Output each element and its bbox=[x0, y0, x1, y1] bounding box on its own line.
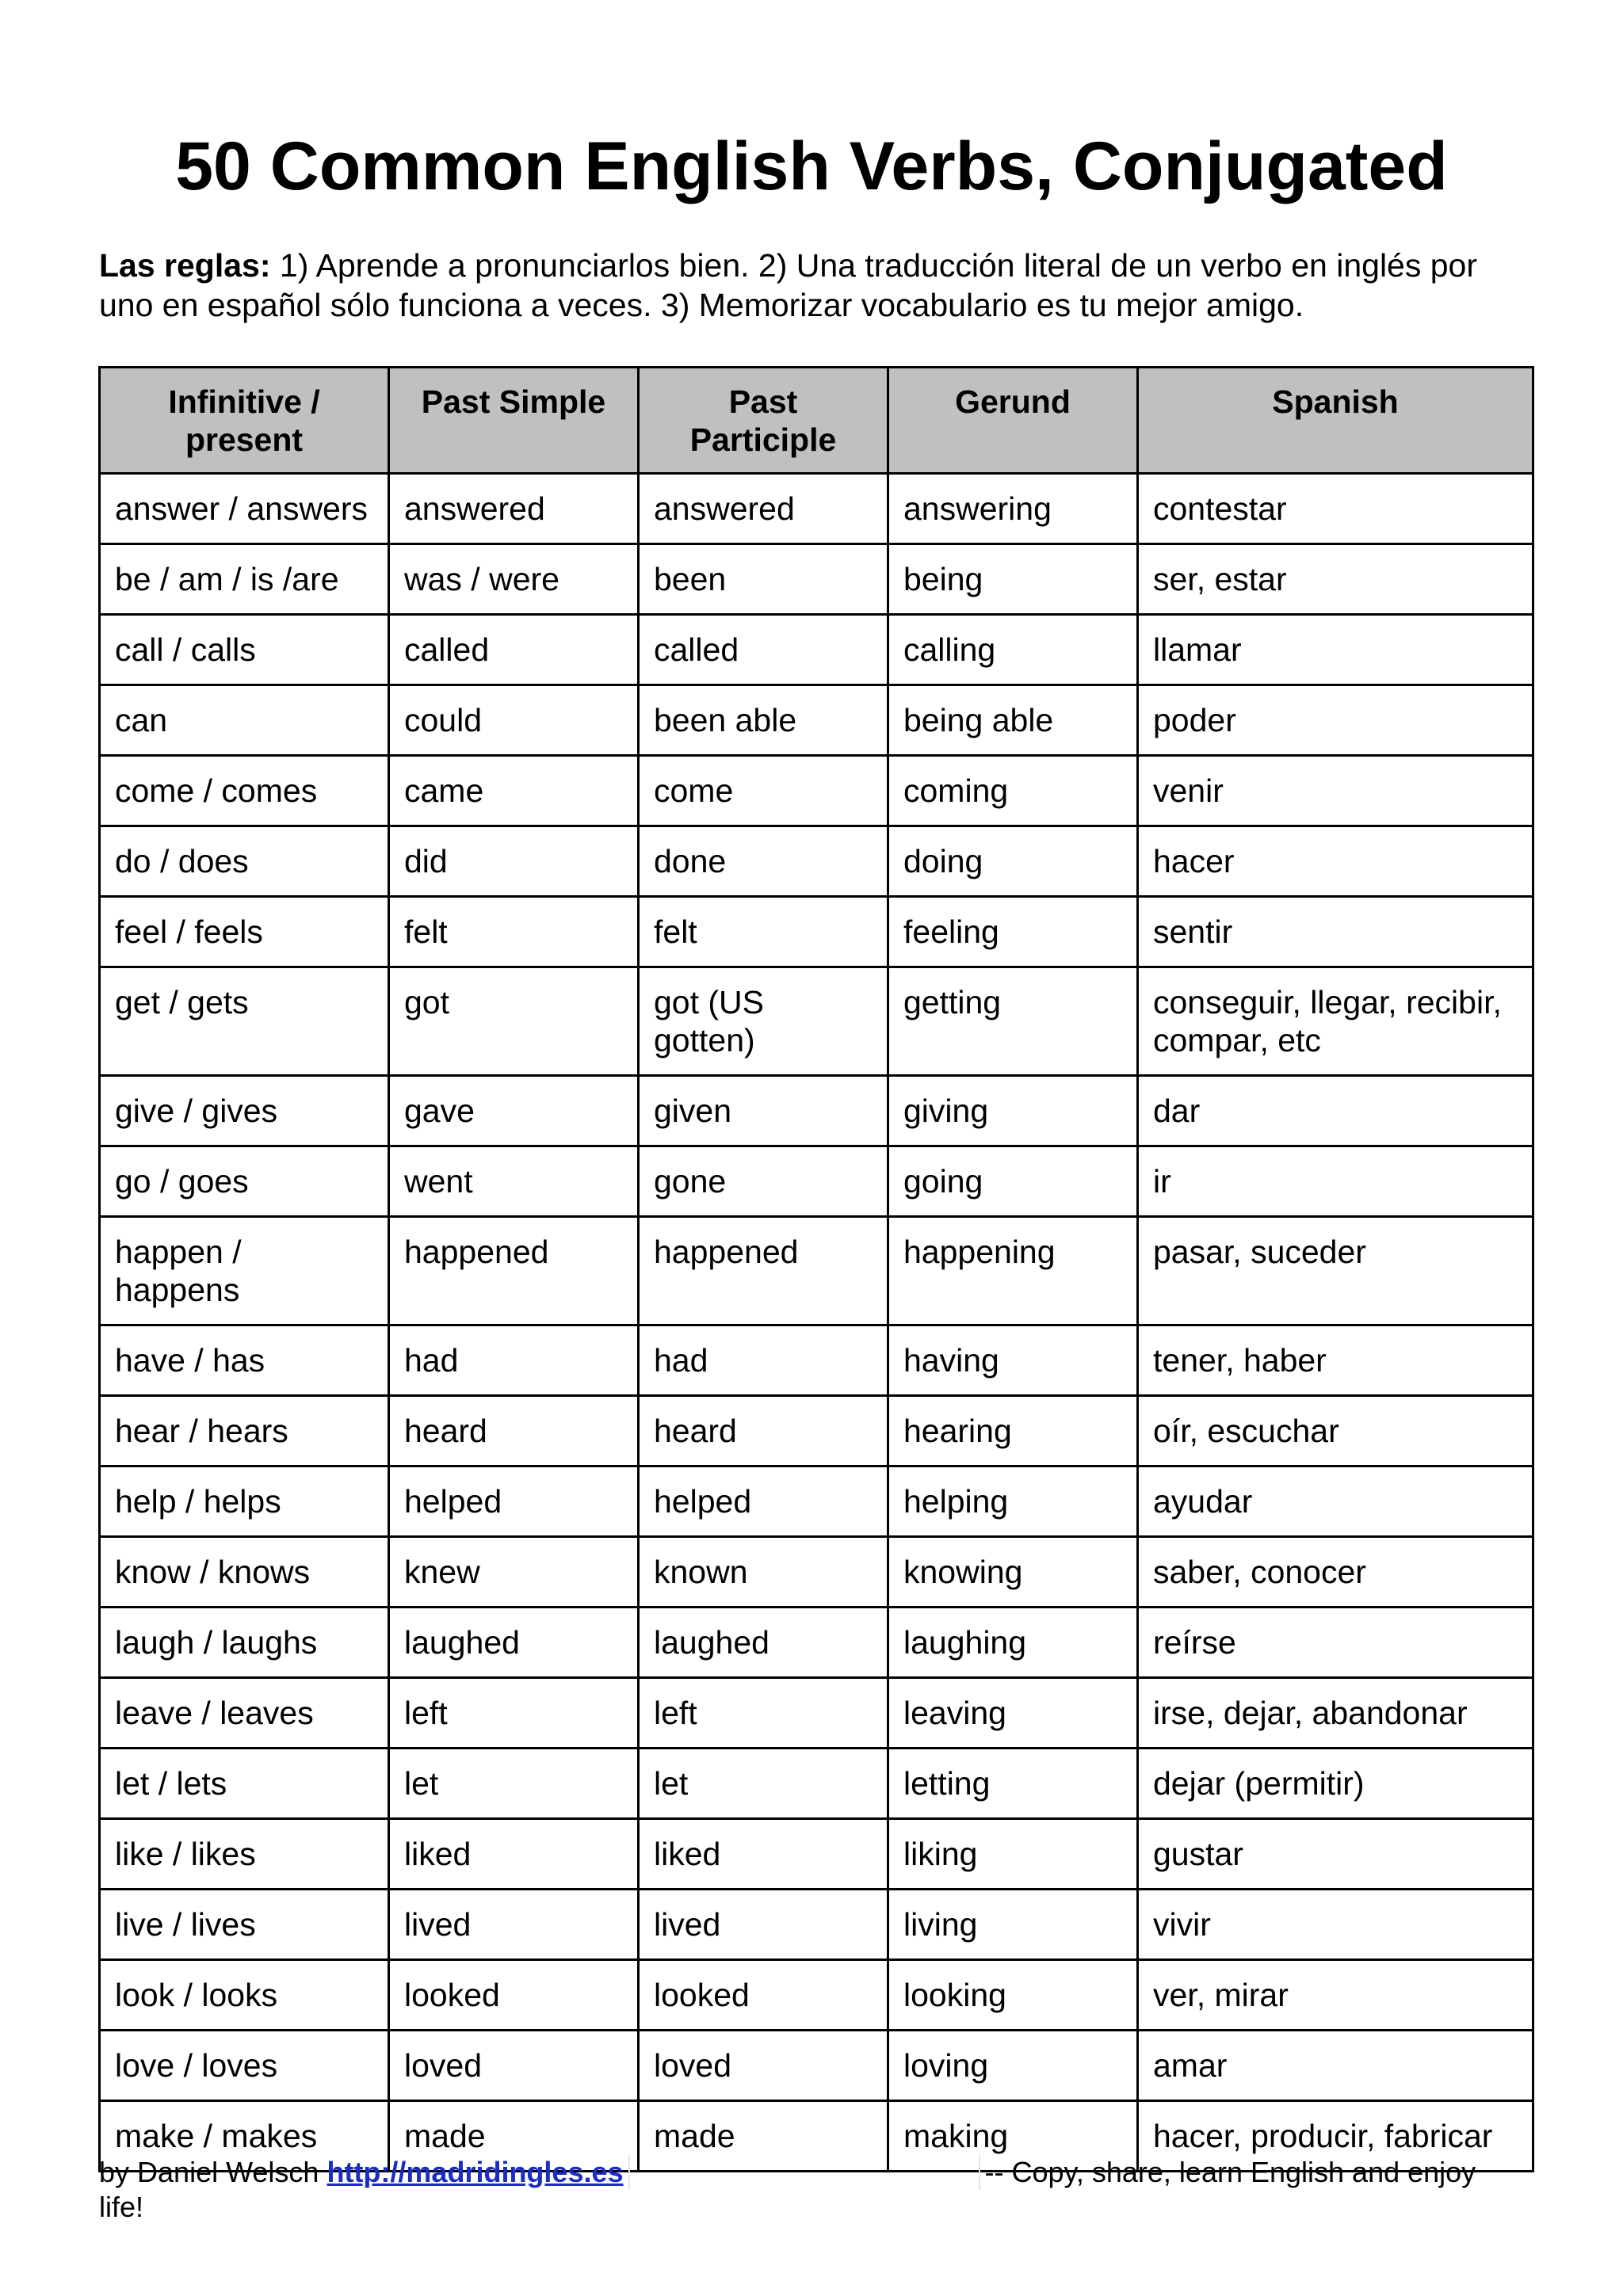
cell-past-participle: let bbox=[639, 1749, 888, 1819]
cell-past-participle: lived bbox=[639, 1890, 888, 1960]
cell-gerund: giving bbox=[888, 1076, 1138, 1146]
cell-past-participle: liked bbox=[639, 1819, 888, 1890]
cell-infinitive: happen / happens bbox=[100, 1217, 389, 1325]
cell-past-simple: had bbox=[389, 1325, 639, 1396]
cell-gerund: calling bbox=[888, 615, 1138, 685]
cell-gerund: answering bbox=[888, 474, 1138, 544]
cell-infinitive: love / loves bbox=[100, 2031, 389, 2101]
table-row bbox=[100, 1537, 1533, 1608]
cell-past-simple: helped bbox=[389, 1466, 639, 1537]
table-row bbox=[100, 544, 1533, 615]
cell-past-simple: was / were bbox=[389, 544, 639, 615]
cell-past-participle: been bbox=[639, 544, 888, 615]
cell-infinitive: look / looks bbox=[100, 1960, 389, 2031]
table-row bbox=[100, 756, 1533, 826]
cell-past-simple: came bbox=[389, 756, 639, 826]
table-row bbox=[100, 1960, 1533, 2031]
cell-gerund: being bbox=[888, 544, 1138, 615]
cell-gerund: loving bbox=[888, 2031, 1138, 2101]
cell-past-simple: liked bbox=[389, 1819, 639, 1890]
cell-past-participle: got (US gotten) bbox=[639, 967, 888, 1076]
intro-paragraph bbox=[99, 246, 1526, 325]
table-row bbox=[100, 615, 1533, 685]
cell-spanish: ayudar bbox=[1138, 1466, 1533, 1537]
table-body bbox=[100, 474, 1533, 2172]
cell-infinitive: answer / answers bbox=[100, 474, 389, 544]
cell-infinitive: hear / hears bbox=[100, 1396, 389, 1466]
cell-spanish: venir bbox=[1138, 756, 1533, 826]
cell-infinitive: help / helps bbox=[100, 1466, 389, 1537]
cell-infinitive: call / calls bbox=[100, 615, 389, 685]
cell-past-simple: answered bbox=[389, 474, 639, 544]
table-row bbox=[100, 897, 1533, 967]
cell-spanish: sentir bbox=[1138, 897, 1533, 967]
cell-infinitive: like / likes bbox=[100, 1819, 389, 1890]
cell-past-simple: went bbox=[389, 1146, 639, 1217]
header-spanish: Spanish bbox=[1138, 368, 1533, 474]
table-header-row bbox=[100, 368, 1533, 474]
cell-spanish: gustar bbox=[1138, 1819, 1533, 1890]
cell-infinitive: leave / leaves bbox=[100, 1678, 389, 1749]
cell-infinitive: let / lets bbox=[100, 1749, 389, 1819]
cell-spanish: llamar bbox=[1138, 615, 1533, 685]
cell-spanish: dejar (permitir) bbox=[1138, 1749, 1533, 1819]
cell-gerund: doing bbox=[888, 826, 1138, 897]
table-row bbox=[100, 1076, 1533, 1146]
cell-past-simple: called bbox=[389, 615, 639, 685]
footer-link[interactable]: http://madridingles.es bbox=[327, 2156, 624, 2188]
table-row bbox=[100, 1608, 1533, 1678]
cell-spanish: vivir bbox=[1138, 1890, 1533, 1960]
cell-past-participle: left bbox=[639, 1678, 888, 1749]
cell-spanish: ir bbox=[1138, 1146, 1533, 1217]
cell-past-simple: got bbox=[389, 967, 639, 1076]
cell-past-simple: left bbox=[389, 1678, 639, 1749]
cell-spanish: pasar, suceder bbox=[1138, 1217, 1533, 1325]
header-past-participle: Past Participle bbox=[639, 368, 888, 474]
table-row bbox=[100, 1217, 1533, 1325]
cell-past-simple: loved bbox=[389, 2031, 639, 2101]
cell-gerund: feeling bbox=[888, 897, 1138, 967]
header-past-simple: Past Simple bbox=[389, 368, 639, 474]
intro-text: 1) Aprende a pronunciarlos bien. 2) Una traducción literal de un verbo en inglés por uno en español sólo funciona a veces. 3) Memorizar vocabulario es tu mejor amigo. bbox=[99, 247, 1478, 323]
cell-gerund: looking bbox=[888, 1960, 1138, 2031]
cell-past-participle: looked bbox=[639, 1960, 888, 2031]
cell-spanish: contestar bbox=[1138, 474, 1533, 544]
cell-spanish: tener, haber bbox=[1138, 1325, 1533, 1396]
cell-infinitive: feel / feels bbox=[100, 897, 389, 967]
table-row bbox=[100, 826, 1533, 897]
cell-past-participle: gone bbox=[639, 1146, 888, 1217]
cell-infinitive: be / am / is /are bbox=[100, 544, 389, 615]
cell-past-participle: called bbox=[639, 615, 888, 685]
cell-infinitive: laugh / laughs bbox=[100, 1608, 389, 1678]
cell-past-simple: made bbox=[389, 2101, 639, 2172]
cell-past-participle: felt bbox=[639, 897, 888, 967]
cell-past-participle: laughed bbox=[639, 1608, 888, 1678]
cell-past-participle: heard bbox=[639, 1396, 888, 1466]
cell-past-simple: let bbox=[389, 1749, 639, 1819]
cell-gerund: getting bbox=[888, 967, 1138, 1076]
cell-past-participle: been able bbox=[639, 685, 888, 756]
cell-infinitive: get / gets bbox=[100, 967, 389, 1076]
cell-spanish: reírse bbox=[1138, 1608, 1533, 1678]
cell-past-participle: given bbox=[639, 1076, 888, 1146]
cell-gerund: laughing bbox=[888, 1608, 1138, 1678]
cell-past-simple: happened bbox=[389, 1217, 639, 1325]
cell-past-simple: knew bbox=[389, 1537, 639, 1608]
cell-past-simple: laughed bbox=[389, 1608, 639, 1678]
header-infinitive: Infinitive / present bbox=[100, 368, 389, 474]
cell-infinitive: make / makes bbox=[100, 2101, 389, 2172]
cell-spanish: saber, conocer bbox=[1138, 1537, 1533, 1608]
cell-gerund: knowing bbox=[888, 1537, 1138, 1608]
cell-spanish: hacer bbox=[1138, 826, 1533, 897]
table-row bbox=[100, 1146, 1533, 1217]
intro-label: Las reglas: bbox=[99, 247, 271, 284]
cell-past-participle: helped bbox=[639, 1466, 888, 1537]
page-title: 50 Common English Verbs, Conjugated bbox=[175, 128, 1448, 204]
footer-author: by Daniel Welsch bbox=[99, 2156, 319, 2188]
verb-table bbox=[98, 366, 1534, 2172]
cell-infinitive: live / lives bbox=[100, 1890, 389, 1960]
cell-past-simple: looked bbox=[389, 1960, 639, 2031]
cell-spanish: ser, estar bbox=[1138, 544, 1533, 615]
cell-past-simple: could bbox=[389, 685, 639, 756]
table-row bbox=[100, 1678, 1533, 1749]
table-row bbox=[100, 2031, 1533, 2101]
cell-past-participle: happened bbox=[639, 1217, 888, 1325]
cell-gerund: going bbox=[888, 1146, 1138, 1217]
cell-spanish: ver, mirar bbox=[1138, 1960, 1533, 2031]
cell-past-participle: made bbox=[639, 2101, 888, 2172]
cell-spanish: poder bbox=[1138, 685, 1533, 756]
cell-past-participle: had bbox=[639, 1325, 888, 1396]
cell-past-simple: gave bbox=[389, 1076, 639, 1146]
cell-past-participle: come bbox=[639, 756, 888, 826]
table-row bbox=[100, 474, 1533, 544]
cell-infinitive: do / does bbox=[100, 826, 389, 897]
cell-gerund: making bbox=[888, 2101, 1138, 2172]
header-gerund: Gerund bbox=[888, 368, 1138, 474]
cell-gerund: coming bbox=[888, 756, 1138, 826]
cell-spanish: oír, escuchar bbox=[1138, 1396, 1533, 1466]
cell-past-simple: did bbox=[389, 826, 639, 897]
footer-tagline: -- Copy, share, learn English and enjoy life! bbox=[99, 2156, 1476, 2223]
cell-spanish: amar bbox=[1138, 2031, 1533, 2101]
table-row bbox=[100, 1396, 1533, 1466]
cell-past-simple: heard bbox=[389, 1396, 639, 1466]
table-row bbox=[100, 1749, 1533, 1819]
cell-gerund: helping bbox=[888, 1466, 1138, 1537]
cell-spanish: irse, dejar, abandonar bbox=[1138, 1678, 1533, 1749]
cell-gerund: happening bbox=[888, 1217, 1138, 1325]
cell-past-participle: known bbox=[639, 1537, 888, 1608]
cell-gerund: hearing bbox=[888, 1396, 1138, 1466]
cell-gerund: being able bbox=[888, 685, 1138, 756]
table-row bbox=[100, 1890, 1533, 1960]
cell-spanish: hacer, producir, fabricar bbox=[1138, 2101, 1533, 2172]
cell-infinitive: give / gives bbox=[100, 1076, 389, 1146]
footer bbox=[99, 2155, 1526, 2225]
cell-gerund: living bbox=[888, 1890, 1138, 1960]
cell-infinitive: go / goes bbox=[100, 1146, 389, 1217]
cell-past-participle: done bbox=[639, 826, 888, 897]
table-row bbox=[100, 1819, 1533, 1890]
table-row bbox=[100, 967, 1533, 1076]
cell-past-simple: lived bbox=[389, 1890, 639, 1960]
cell-gerund: leaving bbox=[888, 1678, 1138, 1749]
cell-spanish: dar bbox=[1138, 1076, 1533, 1146]
cell-infinitive: know / knows bbox=[100, 1537, 389, 1608]
cell-gerund: letting bbox=[888, 1749, 1138, 1819]
table-row bbox=[100, 1466, 1533, 1537]
cell-infinitive: can bbox=[100, 685, 389, 756]
cell-spanish: conseguir, llegar, recibir, compar, etc bbox=[1138, 967, 1533, 1076]
cell-gerund: liking bbox=[888, 1819, 1138, 1890]
cell-past-simple: felt bbox=[389, 897, 639, 967]
cell-past-participle: answered bbox=[639, 474, 888, 544]
cell-past-participle: loved bbox=[639, 2031, 888, 2101]
table-row bbox=[100, 685, 1533, 756]
footer-blank-field bbox=[628, 2155, 980, 2190]
table-row bbox=[100, 1325, 1533, 1396]
cell-infinitive: have / has bbox=[100, 1325, 389, 1396]
cell-gerund: having bbox=[888, 1325, 1138, 1396]
cell-infinitive: come / comes bbox=[100, 756, 389, 826]
